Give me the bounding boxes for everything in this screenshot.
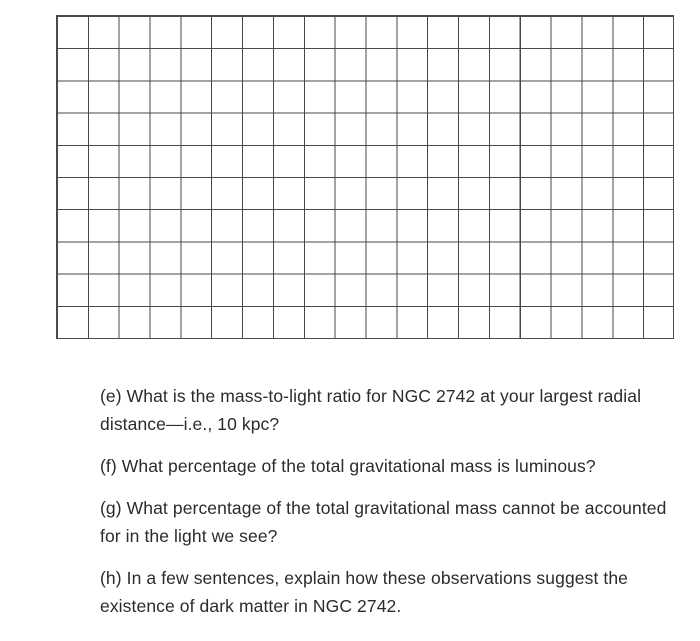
blank-graph-grid — [56, 15, 674, 339]
question-e: (e) What is the mass-to-light ratio for NGC 2742 at your largest radial distance—i.e., 10 kpc? — [100, 386, 642, 434]
question-g: (g) What percentage of the total gravitational mass cannot be accounted for in the light we see? — [100, 498, 667, 546]
question-h: (h) In a few sentences, explain how these observations suggest the existence of dark matter in NGC 2742. — [100, 568, 629, 616]
question-f: (f) What percentage of the total gravitational mass is luminous? — [100, 456, 596, 476]
